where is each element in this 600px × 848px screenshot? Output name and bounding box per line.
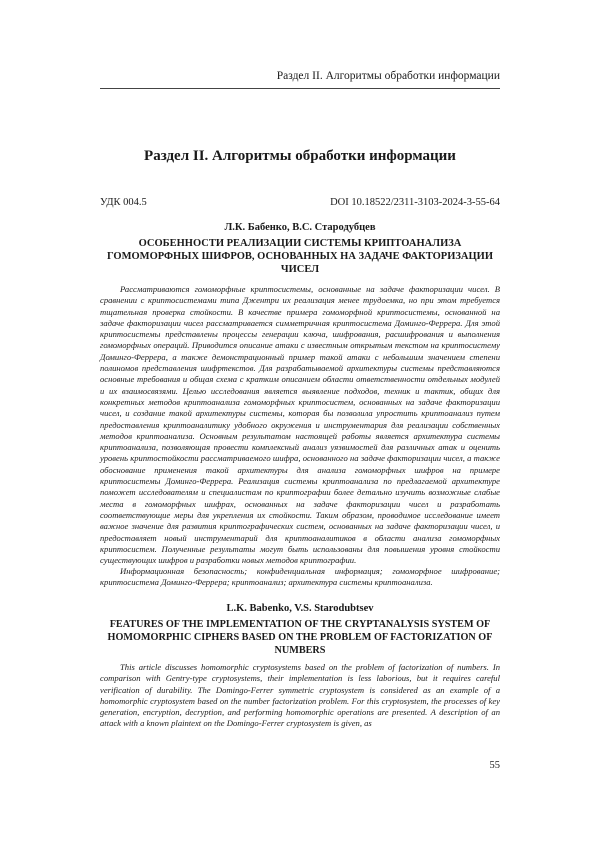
abstract-en-text: This article discusses homomorphic cryptosystems based on the problem of factorization of numbers. In comparison with Gentry-type cryptosystems, their implementation is less laborious, but it requires careful verification of durability. The Domingo-Ferrer symmetric cryptosystem is considered as an example of a homomorphic cryptosystem based on the number factorization problem. For this cryptosystem, the processes of key generation, encryption, decryption, and performing homomorphic operations are presented. A description of an attack with a known plaintext on the Domingo-Ferrer cryptosystem is given, as [100,662,500,729]
keywords-ru-text: Информационная безопасность; конфиденциальная информация; гомоморфное шифрование; криптосистема Доминго-Феррера; криптоанализ; архитектура системы криптоанализа. [100,566,500,588]
section-title: Раздел II. Алгоритмы обработки информации [144,148,456,164]
page-number: 55 [489,760,500,771]
authors-ru: Л.К. Бабенко, В.С. Стародубцев [224,222,376,233]
keywords-ru [100,566,500,589]
authors-en: L.K. Babenko, V.S. Starodubtsev [226,603,374,614]
doi-code: DOI 10.18522/2311-3103-2024-3-55-64 [330,197,500,208]
abstract-ru-text: Рассматриваются гомоморфные криптосистемы, основанные на задаче факторизации чисел. В сравнении с криптосистемами типа Джентри их реализация менее трудоемка, но при этом требуется тщательная проверка стойкости. В качестве примера гомоморфной криптосистемы, основанной на задаче факторизации чисел рассматривается симметричная криптосистема Доминго-Феррера. Для этой криптосистемы представлены процессы генерации ключа, шифрования, расшифрования и выполнения гомоморфных операций. Приводится описание атаки с известным открытым текстом на криптосистему Доминго-Феррера, а также демонстрационный пример такой атаки с небольшим значением степени полиномов представления шифртекстов. Для разрабатываемой архитектуры системы представляются основные требования и общая схема с кратким описанием области ответственности отдельных модулей и их взаимосвязями. Целью исследования является выявление подходов, техник и тактик, общих для конкретных методов криптоанализа гомоморфных криптосистем, основанных на задаче факторизации чисел, и создание такой архитектуры системы, которая бы позволила упростить криптоанализ путем предоставления криптоаналитику удобного окружения и инструментария для реализации собственных методов криптоанализа. Основным результатом настоящей работы является архитектура системы криптоанализа, позволяющая провести комплексный анализ уязвимостей для различных атак и оценить уровень криптостойкости рассматриваемого шифра, основанного на задаче факторизации чисел, а также обоснование применения такой архитектуры для анализа гомоморфных шифров на примере криптосистемы Доминго-Феррера. Реализация системы криптоанализа по предлагаемой архитектуре поможет исследователям и специалистам по криптографии более детально изучить возможные слабые места в гомоморфных шифрах, основанных на задаче факторизации чисел и разработать соответствующие меры для укрепления их стойкости. Таким образом, проводимое исследование имеет важное значение для развития криптографических систем, основанных на задаче факторизации чисел, и предоставляет новый инструментарий для криптоаналитиков в области анализа гомоморфных криптосистем. Полученные результаты могут быть использованы для повышения уровня стойкости существующих шифров и разработки новых методов криптографии. [100,284,500,566]
abstract-ru [100,284,500,566]
running-header: Раздел II. Алгоритмы обработки информации [100,70,500,89]
udk-code: УДК 004.5 [100,197,147,208]
article-title-ru: ОСОБЕННОСТИ РЕАЛИЗАЦИИ СИСТЕМЫ КРИПТОАНАЛИЗА ГОМОМОРФНЫХ ШИФРОВ, ОСНОВАННЫХ НА ЗАДАЧЕ ФАКТОРИЗАЦИИ ЧИСЕЛ [107,238,493,275]
udk-doi-line [100,197,500,208]
abstract-en [100,662,500,730]
article-title-en: FEATURES OF THE IMPLEMENTATION OF THE CRYPTANALYSIS SYSTEM OF HOMOMORPHIC CIPHERS BASED ON THE PROBLEM OF FACTORIZATION OF NUMBERS [107,619,493,656]
